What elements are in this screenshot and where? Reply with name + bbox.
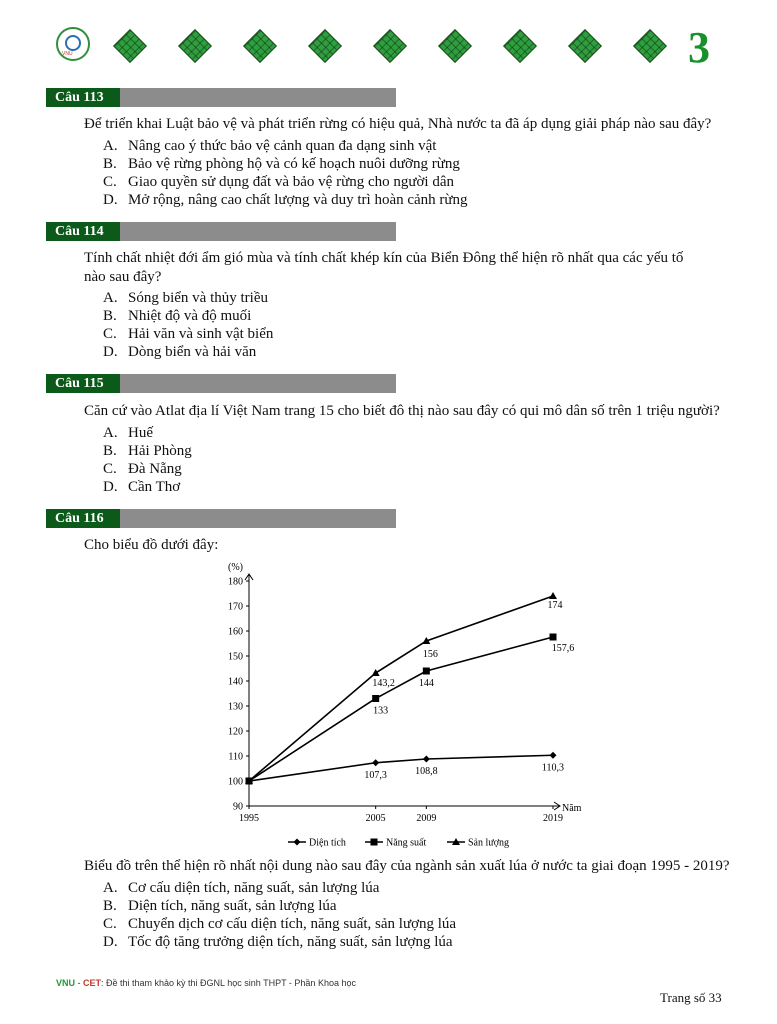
y-axis-unit: (%) — [228, 562, 243, 573]
answer-option[interactable]: C. Giao quyền sử dụng đất và bảo vệ rừng cho người dân — [103, 174, 455, 190]
answer-option[interactable]: A. Sóng biển và thủy triều — [103, 290, 268, 306]
data-label: 157,6 — [551, 643, 575, 654]
legend-label: Năng suất — [386, 837, 427, 849]
legend-marker — [294, 839, 301, 846]
data-label: 107,3 — [364, 769, 387, 781]
y-tick-label: 100 — [228, 776, 243, 788]
logo-emblem-icon — [65, 35, 81, 51]
x-tick-label: 1995 — [239, 813, 259, 824]
question-label: Câu 114 — [46, 222, 120, 241]
question-header-bar — [46, 88, 396, 107]
series-line — [249, 596, 553, 781]
chart-intro: Cho biểu đồ dưới đây: — [84, 537, 219, 553]
data-label: 110,3 — [541, 762, 565, 774]
question-label: Câu 113 — [46, 88, 120, 107]
footer-source: VNU - CET: Đề thi tham khảo kỳ thi ĐGNL học sinh THPT - Phần Khoa học — [56, 978, 356, 988]
question-header-bar — [46, 222, 396, 241]
question-text: Biểu đồ trên thể hiện rõ nhất nội dung nào sau đây của ngành sản xuất lúa ở nước ta giai đoạn 1995 - 2019? — [84, 858, 730, 874]
data-point — [423, 756, 430, 763]
question-text: Để triển khai Luật bảo vệ và phát triển rừng có hiệu quả, Nhà nước ta đã áp dụng giải pháp nào sau đây? — [84, 116, 712, 132]
answer-option[interactable]: D. Tốc độ tăng trưởng diện tích, năng suất, sản lượng lúa — [103, 934, 453, 950]
x-tick-label: 2019 — [543, 813, 563, 824]
data-label: 133 — [373, 705, 389, 717]
question-text: Tính chất nhiệt đới ẩm gió mùa và tính chất khép kín của Biển Đông thể hiện rõ nhất qua các yếu tố nào sau đây? — [84, 250, 684, 285]
x-axis-unit: Năm — [562, 803, 582, 814]
answer-option[interactable]: B. Hải Phòng — [103, 443, 192, 459]
answer-option[interactable]: A. Nâng cao ý thức bảo vệ cảnh quan đa dạng sinh vật — [103, 138, 437, 154]
answer-option[interactable]: A. Huế — [103, 425, 153, 441]
y-ticks — [228, 577, 249, 813]
line-chart — [0, 555, 777, 855]
diamond-ornament-icon — [438, 29, 472, 63]
question-label: Câu 116 — [46, 509, 120, 528]
diamond-ornament-icon — [373, 29, 407, 63]
answer-option[interactable]: B. Bảo vệ rừng phòng hộ và có kế hoạch nuôi dưỡng rừng — [103, 156, 460, 172]
page-footer-number: Trang số 33 — [660, 990, 722, 1005]
data-point — [372, 759, 379, 766]
y-tick-label: 140 — [228, 676, 243, 688]
y-tick-label: 120 — [228, 726, 243, 738]
answer-option[interactable]: D. Dòng biển và hải văn — [103, 344, 257, 360]
answer-option[interactable]: C. Chuyển dịch cơ cấu diện tích, năng suất, sản lượng lúa — [103, 916, 457, 932]
answer-option[interactable]: A. Cơ cấu diện tích, năng suất, sản lượng lúa — [103, 880, 380, 896]
y-tick-label: 170 — [228, 601, 243, 613]
diamond-ornament-icon — [503, 29, 537, 63]
x-tick-label: 2009 — [416, 813, 437, 824]
answer-option[interactable]: B. Diện tích, năng suất, sản lượng lúa — [103, 898, 337, 914]
data-label: 143,2 — [372, 678, 395, 689]
y-tick-label: 180 — [228, 576, 243, 588]
data-label: 156 — [422, 649, 438, 660]
y-tick-label: 130 — [228, 701, 243, 713]
vnu-logo — [56, 27, 90, 61]
data-point — [423, 668, 430, 675]
logo-text: VNU — [62, 51, 73, 57]
diamond-ornament-icon — [113, 29, 147, 63]
y-tick-label: 160 — [228, 626, 243, 638]
data-label: 144 — [418, 678, 434, 689]
x-ticks — [239, 806, 563, 824]
answer-option[interactable]: D. Mở rộng, nâng cao chất lượng và duy trì hoàn cảnh rừng — [103, 192, 468, 208]
data-point — [372, 669, 380, 676]
question-label: Câu 115 — [46, 374, 120, 393]
answer-option[interactable]: D. Cần Thơ — [103, 479, 181, 495]
series-line — [249, 637, 553, 781]
answer-option[interactable]: B. Nhiệt độ và độ muối — [103, 308, 252, 324]
diamond-ornament-icon — [308, 29, 342, 63]
data-label: 108,8 — [415, 766, 438, 777]
question-header-bar — [46, 374, 396, 393]
answer-option[interactable]: C. Đà Nẵng — [103, 461, 182, 477]
legend-marker — [371, 839, 378, 846]
data-point — [372, 695, 379, 702]
diamond-ornament-icon — [568, 29, 602, 63]
question-text: Căn cứ vào Atlat địa lí Việt Nam trang 15 cho biết đô thị nào sau đây có qui mô dân số trên 1 triệu người? — [84, 403, 720, 419]
diamond-ornament-icon — [633, 29, 667, 63]
data-point — [550, 634, 557, 641]
y-tick-label: 90 — [233, 801, 243, 813]
chart-series — [245, 592, 574, 785]
diamond-ornament-icon — [243, 29, 277, 63]
legend-label: Sản lượng — [468, 837, 509, 849]
section-number: 3 — [688, 23, 710, 72]
legend-label: Diện tích — [309, 837, 346, 849]
x-tick-label: 2005 — [365, 813, 386, 824]
y-tick-label: 110 — [228, 751, 243, 763]
series-line — [249, 755, 553, 781]
question-header-bar — [46, 509, 396, 528]
data-point — [550, 752, 557, 759]
answer-option[interactable]: C. Hải văn và sinh vật biển — [103, 326, 274, 342]
data-label: 174 — [547, 600, 563, 611]
chart-legend — [288, 838, 509, 849]
y-tick-label: 150 — [228, 651, 243, 663]
diamond-ornament-icon — [178, 29, 212, 63]
data-point — [549, 592, 557, 599]
